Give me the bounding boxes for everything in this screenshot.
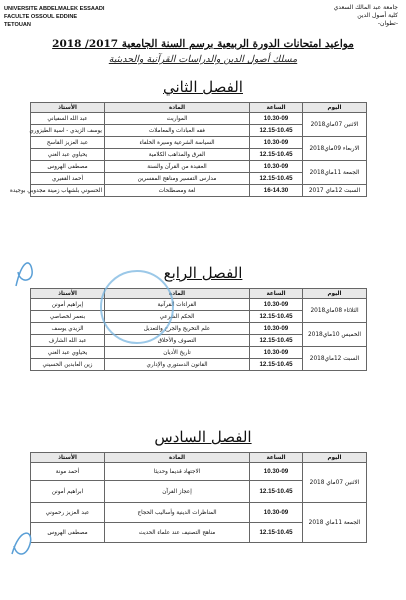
- col-header-subject: المادة: [105, 289, 250, 299]
- prof-cell: يوسف الزيدي - اسية الطيزوري: [31, 125, 105, 137]
- header-right: [308, 4, 398, 28]
- subject-cell: إعجاز القرآن: [105, 481, 250, 503]
- prof-cell: ابراهيم أمونن: [31, 481, 105, 503]
- prof-cell: الحسوني بلشهاب زمينة مجدوبي بوجيدة: [31, 185, 105, 197]
- time-cell: 12.15-10.45: [250, 311, 303, 323]
- prof-cell: أحمد القفيري: [31, 173, 105, 185]
- subject-cell: القراءات القرآنية: [105, 299, 250, 311]
- subject-cell: فقه العبادات والمعاملات: [105, 125, 250, 137]
- official-stamp-icon: [100, 270, 174, 344]
- prof-cell: أحمد مونة: [31, 463, 105, 481]
- time-cell: 12.15-10.45: [250, 359, 303, 371]
- subject-cell: لغة ومصطلحات: [105, 185, 250, 197]
- header-left: [4, 5, 124, 29]
- table-row: [31, 137, 367, 149]
- prof-cell: مصطفى الهروس: [31, 523, 105, 543]
- time-cell: 10.30-09: [250, 463, 303, 481]
- col-header-prof: الأستاذ: [31, 289, 105, 299]
- subject-cell: الحكم الشرعي: [105, 311, 250, 323]
- subject-cell: مناهج التصنيف عند علماء الحديث: [105, 523, 250, 543]
- section-title-6: الفصل السادس: [154, 428, 252, 446]
- day-cell: الجمعة 11ماي2018: [303, 161, 367, 185]
- time-cell: 12.15-10.45: [250, 125, 303, 137]
- col-header-subject: المادة: [105, 103, 250, 113]
- col-header-day: اليوم: [303, 453, 367, 463]
- table-row: [31, 463, 367, 481]
- exam-table-semester-6: [30, 452, 367, 543]
- col-header-prof: الأستاذ: [31, 103, 105, 113]
- day-cell: الاثنين 07ماي 2018: [303, 463, 367, 503]
- time-cell: 12.15-10.45: [250, 335, 303, 347]
- time-cell: 12.15-10.45: [250, 149, 303, 161]
- col-header-prof: الأستاذ: [31, 453, 105, 463]
- time-cell: 10.30-09: [250, 323, 303, 335]
- col-header-time: الساعة: [250, 453, 303, 463]
- col-header-day: اليوم: [303, 289, 367, 299]
- prof-cell: يحياوي عبد الغني: [31, 149, 105, 161]
- subject-cell: القانون الدستوري والإداري: [105, 359, 250, 371]
- table-row: [31, 113, 367, 125]
- table-row: [31, 323, 367, 335]
- subject-cell: مدارس التفسير ومناهج المفسرين: [105, 173, 250, 185]
- city-name-ar: -تطوان-: [377, 20, 398, 27]
- prof-cell: زين العابدين الحسيني: [31, 359, 105, 371]
- table-row: [31, 347, 367, 359]
- page-subtitle: مسلك أصول الدين والدراسات القرآنية والحديثية: [108, 54, 298, 65]
- section-title-4: الفصل الرابع: [163, 264, 243, 282]
- time-cell: 12.15-10.45: [250, 481, 303, 503]
- subject-cell: علم التخريج والجرح والتعديل: [105, 323, 250, 335]
- faculty-name: FACULTE OSSOUL EDDINE: [4, 14, 78, 20]
- prof-cell: الزيدي يوسف: [31, 323, 105, 335]
- time-cell: 10.30-09: [250, 347, 303, 359]
- subject-cell: الفرق والمذاهب الكلامية: [105, 149, 250, 161]
- time-cell: 10.30-09: [250, 299, 303, 311]
- section-title-2: الفصل الثاني: [163, 78, 243, 96]
- table-row: [31, 503, 367, 523]
- table-header: [31, 289, 367, 299]
- city-name: TETOUAN: [4, 22, 31, 28]
- subject-cell: العقيدة من القرآن والسنة: [105, 161, 250, 173]
- col-header-time: الساعة: [250, 289, 303, 299]
- signature-icon: [12, 250, 36, 290]
- subject-cell: تاريخ الأديان: [105, 347, 250, 359]
- faculty-name-ar: كلية أصول الدين: [357, 12, 398, 19]
- university-name: UNIVERSITE ABDELMALEK ESSAADI: [4, 6, 105, 12]
- signature-icon: [6, 520, 40, 560]
- exam-table-semester-2: [9, 102, 367, 197]
- university-name-ar: جامعة عبد المالك السعدي: [333, 4, 398, 11]
- prof-cell: عبد الله الشارف: [31, 335, 105, 347]
- day-cell: الاثنين 07ماي2018: [303, 113, 367, 137]
- page-title: مواعيد امتحانات الدورة الربيعية برسم السنة الجامعية 2017/ 2018: [52, 38, 354, 50]
- time-cell: 10.30-09: [250, 137, 303, 149]
- prof-cell: يحياوي عبد الغني: [31, 347, 105, 359]
- table-row: [31, 161, 367, 173]
- day-cell: الجمعة 11ماي 2018: [303, 503, 367, 543]
- subject-cell: الاجتهاد قديما وحديثا: [105, 463, 250, 481]
- day-cell: الاربعاء 09ماي2018: [303, 137, 367, 161]
- day-cell: الخميس 10ماي2018: [303, 323, 367, 347]
- time-cell: 10.30-09: [250, 161, 303, 173]
- time-cell: 10.30-09: [250, 113, 303, 125]
- day-cell: السبت 12ماي 2017: [303, 185, 367, 197]
- table-header: [31, 103, 367, 113]
- table-row: [31, 185, 367, 197]
- time-cell: 12.15-10.45: [250, 173, 303, 185]
- prof-cell: عبد العزيز رحموني: [31, 503, 105, 523]
- col-header-time: الساعة: [250, 103, 303, 113]
- day-cell: السبت 12ماي2018: [303, 347, 367, 371]
- time-cell: 12.15-10.45: [250, 523, 303, 543]
- time-cell: 10.30-09: [250, 503, 303, 523]
- prof-cell: عبد العزيز القاسح: [31, 137, 105, 149]
- prof-cell: عبد الله السفياني: [31, 113, 105, 125]
- time-cell: 16-14.30: [250, 185, 303, 197]
- col-header-subject: المادة: [105, 453, 250, 463]
- prof-cell: مصطفى الهروس: [31, 161, 105, 173]
- subject-cell: المناظرات الدينية وأساليب الحجاج: [105, 503, 250, 523]
- table-row: [31, 299, 367, 311]
- prof-cell: بنعمر لخصاصي: [31, 311, 105, 323]
- subject-cell: المواريث: [105, 113, 250, 125]
- subject-cell: التصوف والأخلاق: [105, 335, 250, 347]
- exam-table-semester-4: [30, 288, 367, 371]
- subject-cell: السياسة الشرعية وسيرة الخلفاء: [105, 137, 250, 149]
- table-header: [31, 453, 367, 463]
- prof-cell: إبراهيم أمونن: [31, 299, 105, 311]
- day-cell: الثلاثاء 08ماي2018: [303, 299, 367, 323]
- col-header-day: اليوم: [303, 103, 367, 113]
